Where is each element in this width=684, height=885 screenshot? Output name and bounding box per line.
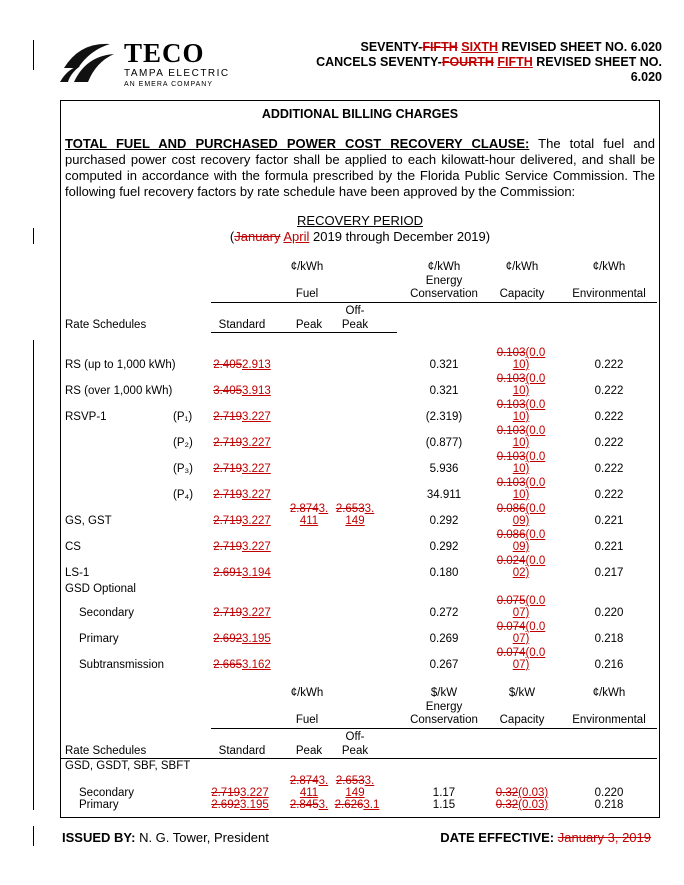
capacity-value	[485, 799, 559, 811]
environmental-value: 0.222	[594, 463, 624, 475]
environmental-value: 0.218	[594, 799, 624, 811]
column-header: Conservation	[410, 714, 478, 726]
sheet-header	[282, 40, 662, 85]
conservation-value: 0.269	[429, 633, 459, 645]
deleted-value: 2.719	[213, 463, 242, 475]
column-header: Fuel	[295, 288, 319, 300]
deleted-value: 3.405	[213, 385, 242, 397]
off-label: Off-	[345, 305, 365, 317]
inserted-value: 3.195	[240, 799, 269, 811]
environmental-value: 0.220	[594, 607, 624, 619]
capacity-value	[495, 373, 547, 397]
recovery-period-range	[61, 229, 659, 244]
environmental-value: 0.221	[594, 515, 624, 527]
offpeak-fuel-value	[333, 775, 377, 799]
inserted-value: 3.227	[242, 607, 271, 619]
deleted-value: 2.691	[213, 567, 242, 579]
rate-schedule-name: Subtransmission	[79, 659, 165, 671]
inserted-value: (0.010)	[512, 347, 546, 371]
conservation-value: 0.292	[429, 541, 459, 553]
rate-schedule-name: RS (over 1,000 kWh)	[65, 385, 173, 397]
offpeak-fuel-value	[333, 503, 377, 527]
unit-label: ¢/kWh	[505, 261, 539, 273]
offpeak-fuel-value	[331, 799, 383, 811]
deleted-value: 0.074	[496, 647, 526, 659]
inserted-value: 2.913	[242, 359, 271, 371]
environmental-value: 0.216	[594, 659, 624, 671]
capacity-value	[495, 451, 547, 475]
deleted-value: 2.719	[213, 411, 242, 423]
deleted-value: 0.103	[496, 451, 526, 463]
inserted-value: (0.007)	[512, 647, 546, 671]
capacity-value	[495, 621, 547, 645]
conservation-value: 0.321	[429, 359, 459, 371]
rate-schedule-name: GSD Optional	[65, 583, 136, 595]
standard-fuel-value	[207, 411, 277, 423]
deleted-value: 0.103	[496, 373, 526, 385]
environmental-value: 0.222	[594, 359, 624, 371]
logo-name: TECO	[124, 38, 205, 68]
deleted-text: January	[234, 229, 281, 244]
capacity-value	[495, 399, 547, 423]
standard-fuel-value	[207, 489, 277, 501]
capacity-value	[495, 647, 547, 671]
effective-label: DATE EFFECTIVE:	[440, 830, 555, 845]
environmental-value: 0.222	[594, 385, 624, 397]
conservation-value: 0.267	[429, 659, 459, 671]
deleted-value: 0.32	[495, 787, 519, 799]
deleted-value: 2.719	[213, 437, 242, 449]
column-header: Environmental	[572, 714, 646, 726]
inserted-value: (0.010)	[512, 373, 546, 397]
period-label: (P₄)	[173, 489, 194, 501]
header-text: REVISED SHEET NO.	[532, 55, 662, 69]
column-header: Conservation	[410, 288, 478, 300]
revision-bar	[33, 228, 34, 244]
unit-label: ¢/kWh	[592, 261, 626, 273]
subheader: Rate Schedules	[65, 319, 147, 331]
inserted-value: 3.227	[240, 787, 269, 799]
page-title: ADDITIONAL BILLING CHARGES	[261, 107, 459, 121]
deleted-value: 2.719	[213, 489, 242, 501]
conservation-value: 0.180	[429, 567, 459, 579]
deleted-value: 0.086	[496, 529, 526, 541]
issued-name: N. G. Tower, President	[139, 830, 269, 845]
subheader: Standard	[218, 319, 266, 331]
conservation-value: 0.292	[429, 515, 459, 527]
capacity-value	[495, 529, 547, 553]
capacity-value	[485, 787, 559, 799]
clause-paragraph	[65, 136, 655, 200]
environmental-value: 0.222	[594, 489, 624, 501]
conservation-value: 0.272	[429, 607, 459, 619]
capacity-value	[495, 347, 547, 371]
environmental-value: 0.221	[594, 541, 624, 553]
inserted-text: FIFTH	[497, 55, 533, 69]
inserted-value: 3.162	[242, 659, 271, 671]
conservation-value: (2.319)	[425, 411, 463, 423]
inserted-value: (0.007)	[512, 595, 546, 619]
inserted-text: April	[283, 229, 310, 244]
column-header: Environmental	[572, 288, 646, 300]
deleted-value: 0.075	[496, 595, 526, 607]
rate-schedule-name: Secondary	[79, 787, 134, 799]
standard-fuel-value	[207, 607, 277, 619]
teco-swoosh-icon	[60, 38, 120, 88]
energy-label: Energy	[425, 275, 463, 287]
range-text: 2019 through December 2019)	[313, 229, 491, 244]
rate-schedule-name: RSVP-1	[65, 411, 107, 423]
inserted-value: (0.010)	[512, 451, 546, 475]
inserted-value: (0.010)	[512, 477, 546, 501]
deleted-value: 2.405	[213, 359, 242, 371]
column-header: Capacity	[499, 714, 545, 726]
peak-fuel-value	[287, 775, 331, 799]
logo-subtitle: TAMPA ELECTRIC	[124, 68, 230, 79]
standard-fuel-value	[207, 567, 277, 579]
unit-label: ¢/kWh	[592, 687, 626, 699]
header-text: 6.020	[630, 70, 662, 84]
conservation-value: 1.17	[432, 787, 456, 799]
standard-fuel-value	[207, 541, 277, 553]
clause-text: The total fuel and purchased power cost recovery factor shall be applied to each kilowatt-hour delivered, and shall be computed in accordance with the formula prescribed by the Florida Public Service Commission. The following fuel recovery factors by rate schedule have been approved by the Commission:	[65, 136, 655, 199]
unit-label: $/kW	[430, 687, 458, 699]
deleted-value: 2.719	[213, 515, 242, 527]
unit-label: $/kW	[508, 687, 536, 699]
inserted-value: (0.03)	[518, 799, 549, 811]
deleted-value: 0.074	[496, 621, 526, 633]
deleted-value: 2.653	[335, 775, 365, 787]
standard-fuel-value	[207, 633, 277, 645]
subheader: Peak	[341, 745, 369, 757]
inserted-value: 3.227	[242, 489, 271, 501]
recovery-period-label: RECOVERY PERIOD	[297, 213, 423, 228]
rate-schedule-name: Primary	[79, 633, 119, 645]
deleted-value: 0.103	[496, 477, 526, 489]
capacity-value	[495, 595, 547, 619]
unit-label: ¢/kWh	[427, 261, 461, 273]
rule-line	[211, 728, 657, 729]
inserted-value: 3.	[318, 799, 329, 811]
unit-label: ¢/kWh	[290, 687, 324, 699]
inserted-value: (0.03)	[518, 787, 549, 799]
deleted-text: FOURTH	[441, 55, 494, 69]
environmental-value: 0.218	[594, 633, 624, 645]
rule-line	[211, 302, 657, 303]
column-header: Capacity	[499, 288, 545, 300]
deleted-value: 0.024	[496, 555, 526, 567]
clause-heading: TOTAL FUEL AND PURCHASED POWER COST RECOVERY CLAUSE:	[65, 136, 530, 151]
inserted-value: 3.411	[299, 503, 329, 527]
period-label: (P₃)	[173, 463, 194, 475]
deleted-value: 2.626	[334, 799, 364, 811]
deleted-value: 0.086	[496, 503, 526, 515]
standard-fuel-value	[207, 463, 277, 475]
deleted-text: FIFTH	[422, 40, 458, 54]
header-text: SEVENTY-	[360, 40, 423, 54]
subheader: Peak	[341, 319, 369, 331]
inserted-value: 3.149	[345, 503, 375, 527]
capacity-value	[495, 425, 547, 449]
inserted-value: 3.227	[242, 437, 271, 449]
group-label: GSD, GSDT, SBF, SBFT	[65, 760, 191, 772]
environmental-value: 0.217	[594, 567, 624, 579]
standard-fuel-value	[201, 799, 279, 811]
subheader: Rate Schedules	[65, 745, 147, 757]
revision-bar	[33, 40, 34, 70]
date-effective	[440, 830, 651, 845]
header-text: REVISED SHEET NO. 6.020	[498, 40, 662, 54]
subheader: Peak	[295, 745, 323, 757]
deleted-value: 2.874	[289, 775, 319, 787]
content-box	[60, 100, 660, 818]
standard-fuel-value	[207, 385, 277, 397]
standard-fuel-value	[207, 515, 277, 527]
conservation-value: 1.15	[432, 799, 456, 811]
environmental-value: 0.222	[594, 411, 624, 423]
deleted-value: 2.692	[213, 633, 242, 645]
inserted-value: 3.411	[299, 775, 329, 799]
rule-line	[211, 332, 397, 333]
rate-schedule-name: Primary	[79, 799, 119, 811]
deleted-value: 2.653	[335, 503, 365, 515]
subheader: Standard	[218, 745, 266, 757]
conservation-value: 34.911	[426, 489, 462, 501]
rate-schedule-name: GS, GST	[65, 515, 112, 527]
inserted-value: (0.010)	[512, 425, 546, 449]
deleted-value: 0.103	[496, 399, 526, 411]
period-label: (P₁)	[173, 411, 193, 423]
deleted-value: 0.103	[496, 425, 526, 437]
conservation-value: 5.936	[429, 463, 459, 475]
deleted-value: 2.719	[213, 607, 242, 619]
deleted-value: 2.719	[211, 787, 240, 799]
conservation-value: (0.877)	[425, 437, 463, 449]
capacity-value	[495, 477, 547, 501]
column-header: Fuel	[295, 714, 319, 726]
inserted-value: (0.002)	[512, 555, 546, 579]
standard-fuel-value	[201, 787, 279, 799]
inserted-value: (0.009)	[512, 529, 546, 553]
deleted-value: 2.665	[213, 659, 242, 671]
header-text: CANCELS SEVENTY-	[316, 55, 442, 69]
conservation-value: 0.321	[429, 385, 459, 397]
off-label: Off-	[345, 731, 365, 743]
rule-line	[61, 758, 657, 759]
inserted-value: 3.227	[242, 541, 271, 553]
inserted-value: (0.009)	[512, 503, 546, 527]
inserted-value: 3.913	[242, 385, 271, 397]
subheader: Peak	[295, 319, 323, 331]
revision-bar	[33, 826, 34, 846]
inserted-value: 3.227	[242, 515, 271, 527]
environmental-value: 0.220	[594, 787, 624, 799]
deleted-value: 2.845	[289, 799, 319, 811]
deleted-value: 0.103	[496, 347, 526, 359]
rate-schedule-name: RS (up to 1,000 kWh)	[65, 359, 176, 371]
deleted-value: 0.32	[495, 799, 519, 811]
rate-schedule-name: LS-1	[65, 567, 90, 579]
environmental-value: 0.222	[594, 437, 624, 449]
deleted-value: 2.719	[213, 541, 242, 553]
standard-fuel-value	[207, 437, 277, 449]
peak-fuel-value	[283, 799, 335, 811]
inserted-text: SIXTH	[461, 40, 499, 54]
period-label: (P₂)	[173, 437, 193, 449]
rate-schedule-name: CS	[65, 541, 81, 553]
inserted-value: 3.149	[345, 775, 375, 799]
logo-subtitle-2: AN EMERA COMPANY	[124, 81, 213, 88]
effective-date: January 3, 2019	[557, 830, 651, 845]
inserted-value: 3.227	[242, 411, 271, 423]
issued-label: ISSUED BY:	[62, 830, 136, 845]
rate-schedule-name: Secondary	[79, 607, 134, 619]
inserted-value: 3.195	[242, 633, 271, 645]
deleted-value: 2.692	[211, 799, 240, 811]
unit-label: ¢/kWh	[290, 261, 324, 273]
capacity-value	[495, 555, 547, 579]
inserted-value: (0.010)	[512, 399, 546, 423]
deleted-value: 2.874	[289, 503, 319, 515]
teco-logo	[60, 38, 260, 94]
inserted-value: 3.227	[242, 463, 271, 475]
standard-fuel-value	[207, 359, 277, 371]
inserted-value: 3.194	[242, 567, 271, 579]
standard-fuel-value	[207, 659, 277, 671]
issued-by	[62, 830, 269, 845]
inserted-value: (0.007)	[512, 621, 546, 645]
peak-fuel-value	[287, 503, 331, 527]
inserted-value: 3.1	[363, 799, 380, 811]
revision-bar	[33, 340, 34, 810]
range-text: (	[229, 229, 235, 244]
capacity-value	[495, 503, 547, 527]
energy-label: Energy	[425, 701, 463, 713]
